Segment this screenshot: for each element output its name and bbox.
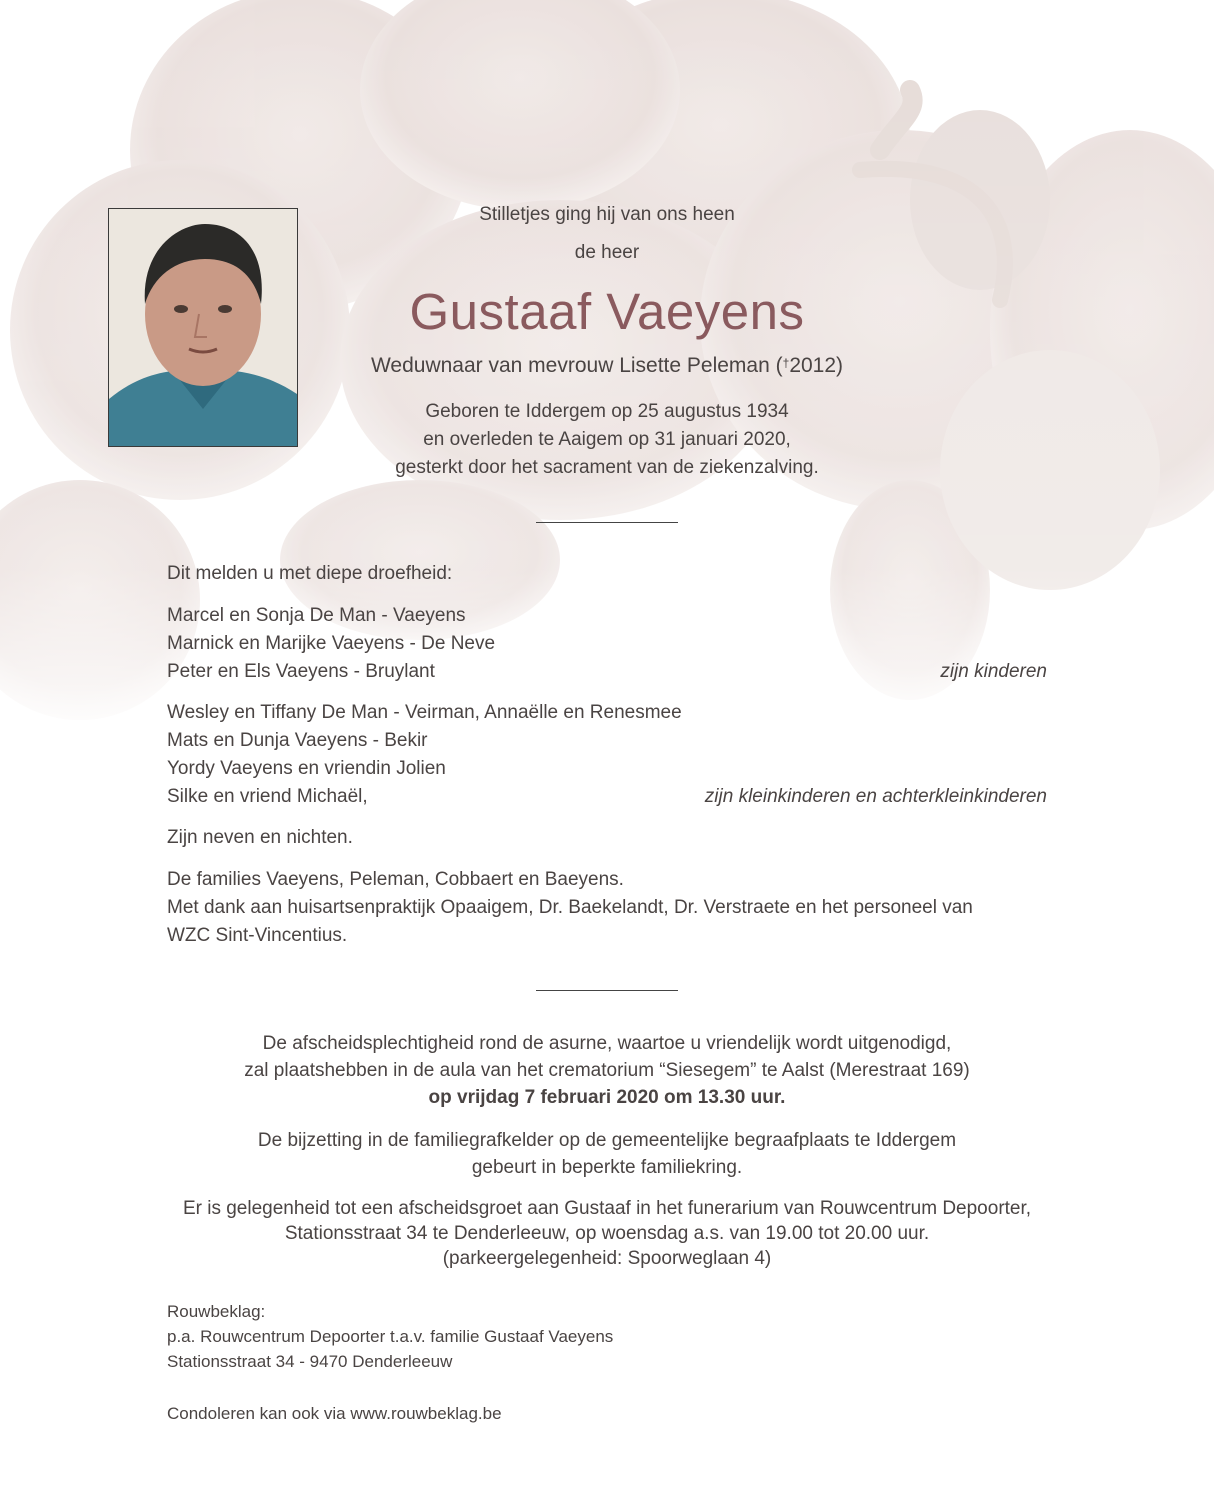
death-line: en overleden te Aaigem op 31 januari 2020, [423, 429, 791, 450]
deceased-name: Gustaaf Vaeyens [409, 283, 805, 340]
intro-text: Stilletjes ging hij van ons heen [479, 204, 735, 225]
grandchildren-list [167, 699, 1047, 811]
birth-line: Geboren te Iddergem op 25 augustus 1934 [425, 401, 789, 422]
birth-death-info [0, 398, 1214, 482]
cross-symbol: † [782, 356, 790, 370]
ceremony-block [167, 1030, 1047, 1111]
children-label: zijn kinderen [940, 661, 1047, 682]
list-item: Wesley en Tiffany De Man - Veirman, Annaëlle en Renesmee [167, 702, 682, 723]
ceremony-line: De afscheidsplechtigheid rond de asurne, waartoe u vriendelijk wordt uitgenodigd, [262, 1033, 952, 1054]
list-item: Mats en Dunja Vaeyens - Bekir [167, 730, 428, 751]
ceremony-date: op vrijdag 7 februari 2020 om 13.30 uur. [428, 1087, 786, 1108]
condolence-address: Stationsstraat 34 - 9470 Denderleeuw [167, 1352, 453, 1371]
widow-year: 2012) [789, 354, 844, 377]
widow-text: Weduwnaar van mevrouw Lisette Peleman ( [370, 354, 783, 377]
burial-line: De bijzetting in de familiegrafkelder op de gemeentelijke begraafplaats te Iddergem [257, 1130, 957, 1151]
families-block [167, 866, 1047, 950]
list-item: Yordy Vaeyens en vriendin Jolien [167, 758, 446, 779]
children-list [167, 602, 1047, 686]
grandchildren-label: zijn kleinkinderen en achterkleinkinderen [704, 786, 1047, 807]
divider-top [536, 522, 678, 523]
divider-bottom [536, 990, 678, 991]
thanks-line: WZC Sint-Vincentius. [167, 925, 348, 946]
burial-block [167, 1127, 1047, 1181]
cousins-line: Zijn neven en nichten. [167, 827, 353, 848]
list-item: Marcel en Sonja De Man - Vaeyens [167, 605, 466, 626]
announce-line: Dit melden u met diepe droefheid: [167, 563, 453, 584]
sacrament-line: gesterkt door het sacrament van de ziekenzalving. [395, 457, 819, 478]
list-item: Silke en vriend Michaël, zijn kleinkinderen en achterkleinkinderen [167, 783, 1047, 811]
visit-block [167, 1196, 1047, 1271]
visit-line: Er is gelegenheid tot een afscheidsgroet aan Gustaaf in het funerarium van Rouwcentrum Depoorter, [182, 1198, 1032, 1219]
thanks-line: Met dank aan huisartsenpraktijk Opaaigem, Dr. Baekelandt, Dr. Verstraete en het personeel van [167, 897, 973, 918]
condolence-block [167, 1299, 613, 1374]
parking-line: (parkeergelegenheid: Spoorweglaan 4) [442, 1248, 772, 1269]
title-prefix: de heer [574, 242, 640, 263]
list-item: Marnick en Marijke Vaeyens - De Neve [167, 633, 496, 654]
ceremony-line: zal plaatshebben in de aula van het crematorium “Siesegem” te Aalst (Merestraat 169) [244, 1060, 970, 1081]
online-condolence: Condoleren kan ook via www.rouwbeklag.be [167, 1404, 502, 1423]
condolence-label: Rouwbeklag: [167, 1302, 266, 1321]
families-line: De families Vaeyens, Peleman, Cobbaert en Baeyens. [167, 869, 624, 890]
widow-line [0, 354, 1214, 378]
burial-line: gebeurt in beperkte familiekring. [471, 1157, 743, 1178]
condolence-address: p.a. Rouwcentrum Depoorter t.a.v. familie Gustaaf Vaeyens [167, 1327, 614, 1346]
list-item: Peter en Els Vaeyens - Bruylant zijn kinderen [167, 658, 1047, 686]
visit-line: Stationsstraat 34 te Denderleeuw, op woensdag a.s. van 19.00 tot 20.00 uur. [284, 1223, 930, 1244]
